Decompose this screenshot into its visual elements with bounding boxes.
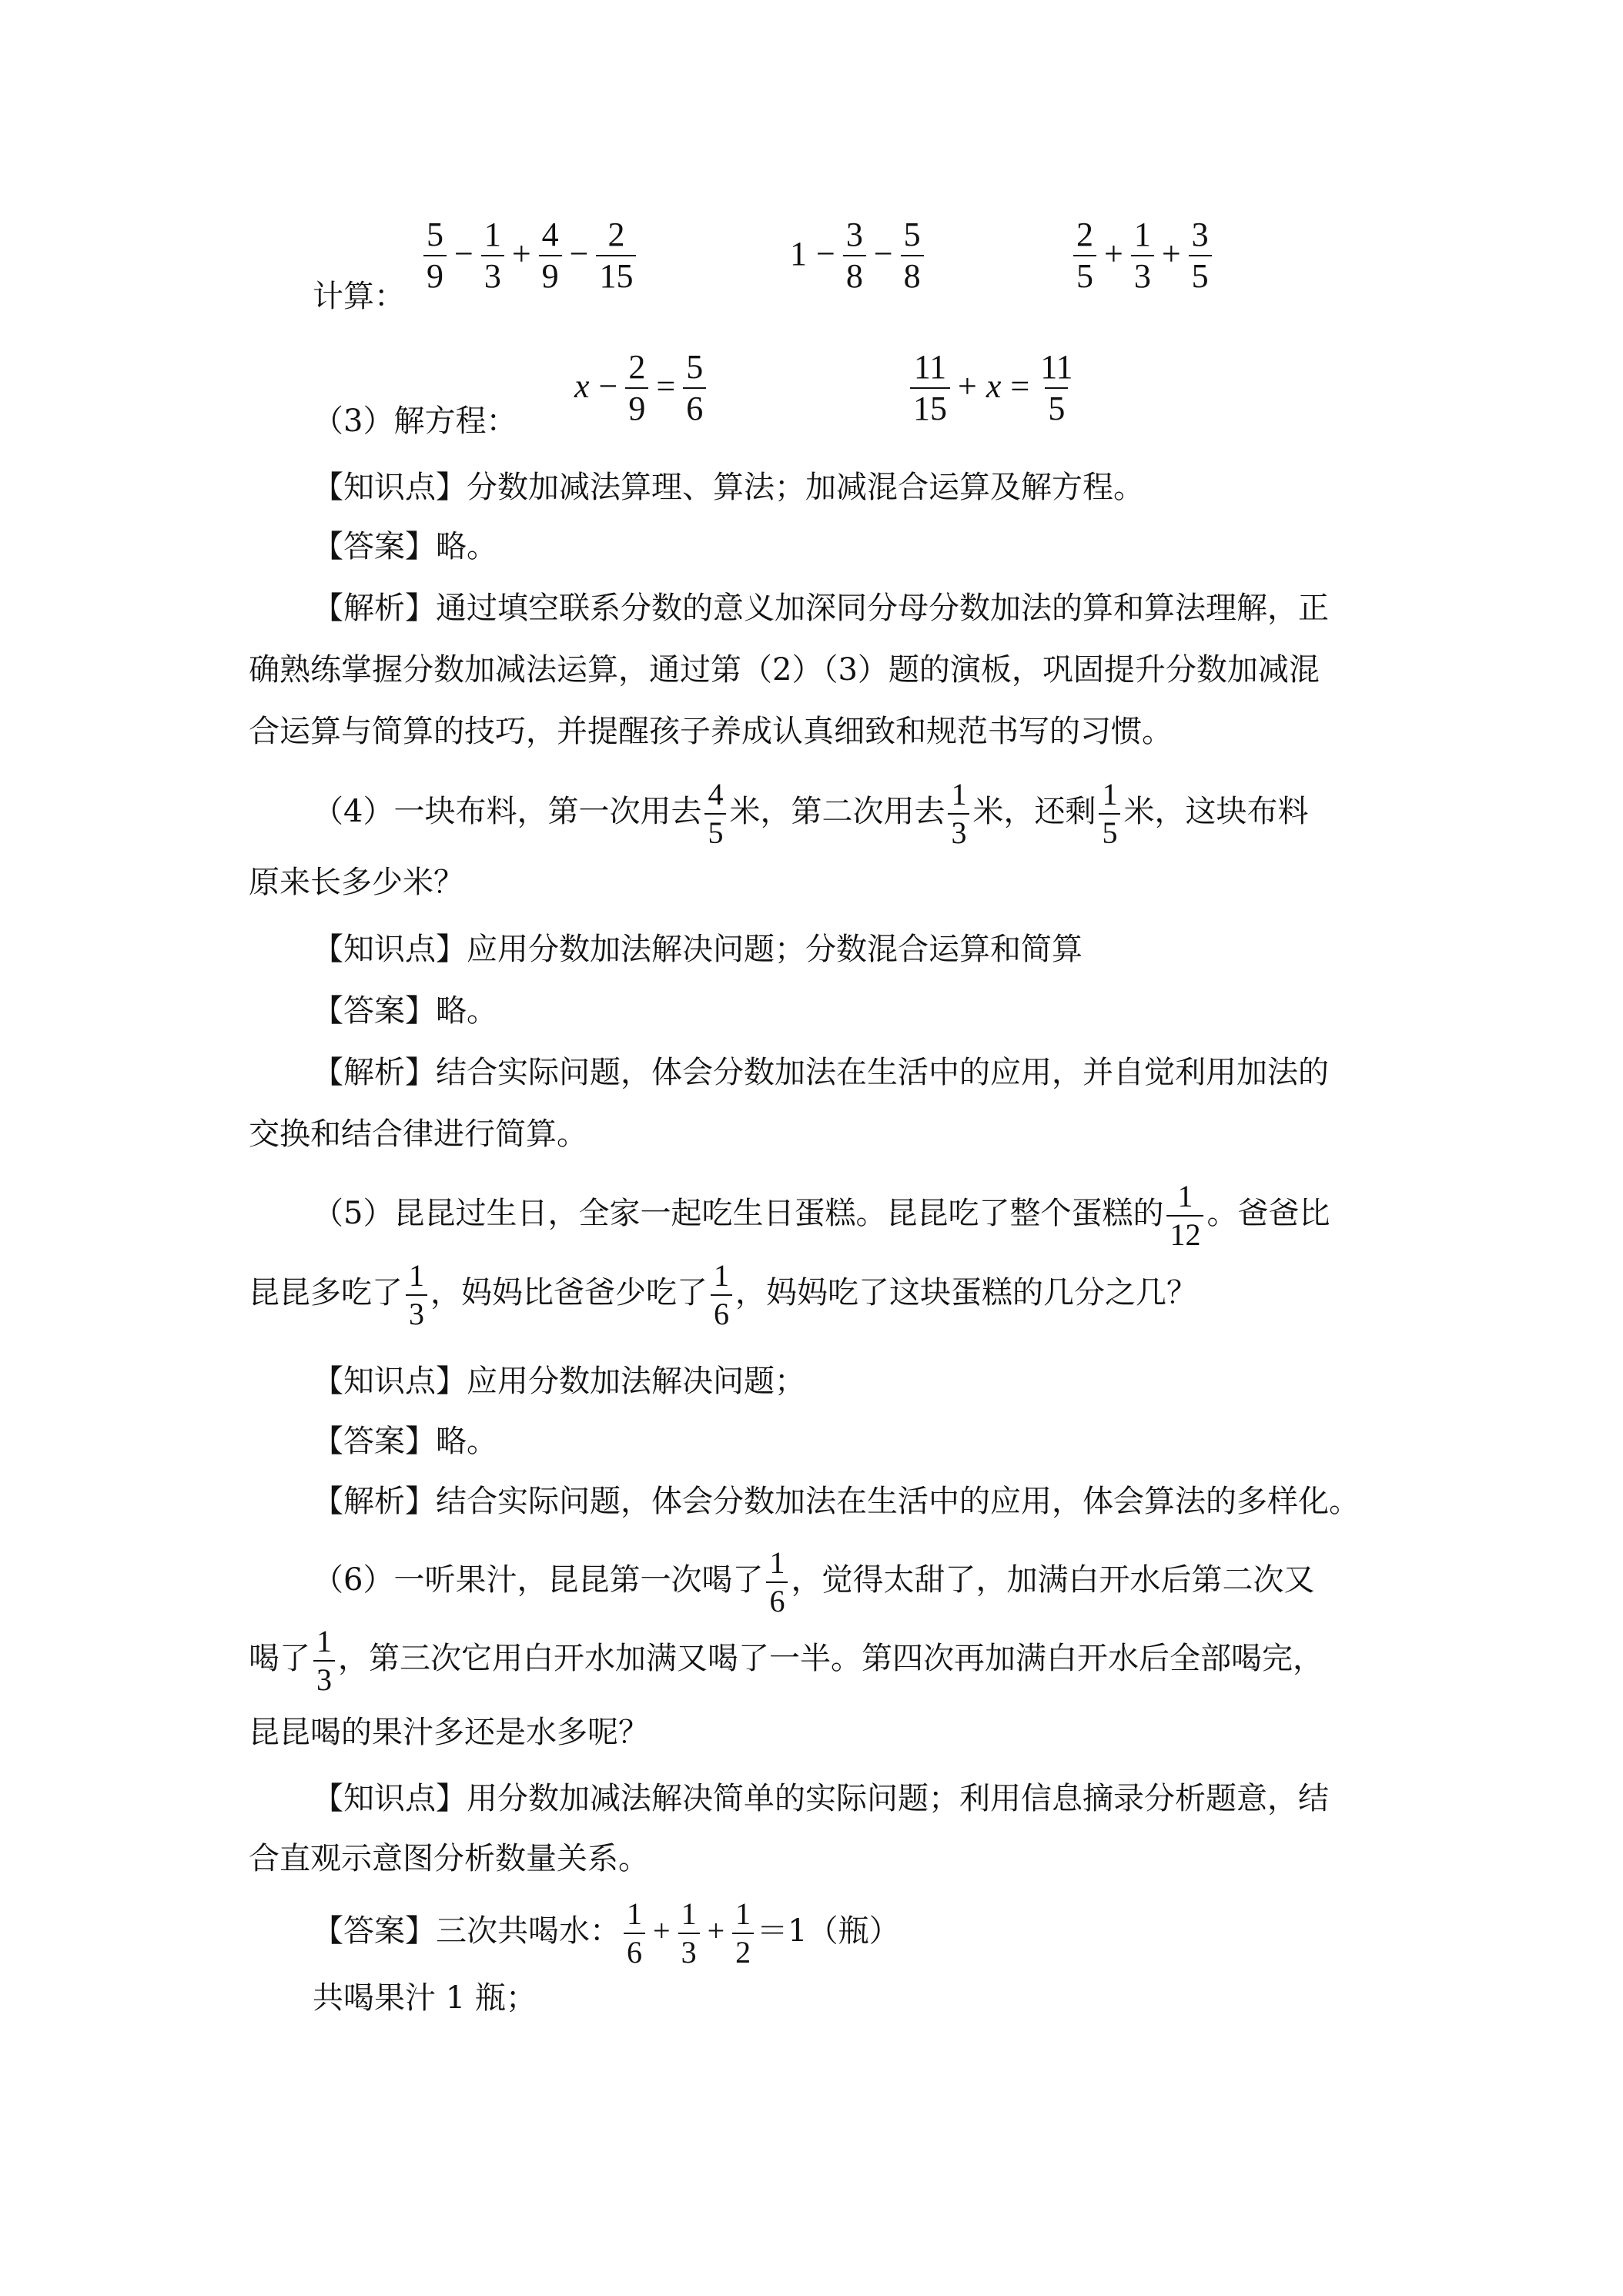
fraction — [704, 779, 726, 848]
text: 米，这块布料 — [1123, 794, 1309, 829]
q3-analysis-line2: 确熟练掌握分数加减法运算，通过第（2）（3）题的演板，巩固提升分数加减混 — [249, 652, 1320, 688]
q5-answer: 【答案】略。 — [313, 1424, 497, 1459]
numerator: 4 — [708, 777, 724, 812]
denominator: 9 — [423, 255, 447, 293]
denominator: 3 — [406, 1294, 427, 1330]
q4-question-line2: 原来长多少米？ — [249, 865, 464, 900]
q4-knowledge: 【知识点】应用分数加法解决问题；分数混合运算和简算 — [313, 932, 1083, 967]
fraction — [766, 1545, 788, 1618]
q6-knowledge-line2: 合直观示意图分析数量关系。 — [249, 1841, 649, 1876]
operator: − — [816, 234, 835, 273]
fraction — [732, 1896, 754, 1970]
fraction — [1189, 218, 1212, 293]
denominator: 15 — [910, 387, 950, 426]
fraction — [1073, 218, 1096, 293]
numerator: 2 — [1076, 216, 1093, 253]
q6-knowledge-line1: 【知识点】用分数加减法解决简单的实际问题；利用信息摘录分析题意，结 — [313, 1781, 1329, 1816]
operator: − — [569, 234, 589, 273]
numerator: 5 — [903, 216, 921, 253]
text: 米，还剩 — [972, 794, 1096, 829]
fraction — [406, 1260, 427, 1330]
operator: + — [653, 1913, 671, 1948]
q3-analysis-line1: 【解析】通过填空联系分数的意义加深同分母分数加法的算和算法理解，正 — [313, 591, 1329, 626]
denominator: 6 — [766, 1581, 788, 1617]
text: （4）一块布料，第一次用去 — [313, 794, 702, 829]
numerator: 2 — [628, 348, 646, 386]
q3-answer: 【答案】略。 — [313, 529, 497, 564]
numerator: 5 — [686, 348, 704, 386]
operator: − — [454, 234, 474, 273]
numerator: 11 — [1040, 348, 1073, 386]
fraction — [1166, 1181, 1203, 1250]
text: 米，第二次用去 — [729, 794, 945, 829]
text: 。爸爸比 — [1206, 1196, 1330, 1231]
numerator: 1 — [1177, 1179, 1193, 1213]
denominator: 3 — [313, 1660, 335, 1695]
denominator: 6 — [711, 1294, 732, 1330]
q6-question-line3: 昆昆喝的果汁多还是水多呢？ — [249, 1715, 649, 1750]
equals-sign: = — [656, 366, 676, 405]
numerator: 3 — [1191, 216, 1209, 253]
operator: + — [511, 234, 531, 273]
fraction — [1037, 350, 1076, 426]
text: ＝1（瓶） — [757, 1913, 900, 1949]
fraction — [313, 1626, 335, 1695]
operator: − — [598, 366, 618, 405]
fraction — [948, 779, 969, 848]
q3-knowledge: 【知识点】分数加减法算理、算法；加减混合运算及解方程。 — [313, 470, 1144, 505]
fraction — [910, 350, 950, 426]
denominator: 6 — [683, 387, 706, 426]
fraction — [678, 1896, 700, 1970]
fraction — [843, 218, 866, 293]
q6-question-line1 — [313, 1545, 1315, 1618]
denominator: 9 — [625, 387, 648, 426]
variable: x — [574, 366, 590, 405]
fraction — [539, 218, 562, 293]
q6-question-line2 — [249, 1626, 1323, 1695]
equals-sign: = — [1010, 366, 1030, 405]
denominator: 5 — [1099, 813, 1120, 848]
numerator: 2 — [607, 216, 625, 253]
numerator: 1 — [409, 1258, 424, 1293]
q5-question-line1 — [313, 1181, 1330, 1250]
q3-analysis-line3: 合运算与简算的技巧，并提醒孩子养成认真细致和规范书写的习惯。 — [249, 714, 1173, 749]
denominator: 2 — [732, 1933, 754, 1968]
calc-expression-2 — [785, 218, 927, 293]
numerator: 3 — [845, 216, 863, 253]
fraction — [624, 1896, 645, 1970]
q4-question-line1 — [313, 779, 1308, 848]
fraction — [711, 1260, 732, 1330]
numerator: 1 — [735, 1896, 751, 1931]
q5-knowledge: 【知识点】应用分数加法解决问题； — [313, 1364, 805, 1399]
q5-analysis: 【解析】结合实际问题，体会分数加法在生活中的应用，体会算法的多样化。 — [313, 1484, 1360, 1519]
fraction — [1131, 218, 1154, 293]
equation-1 — [570, 350, 709, 426]
denominator: 15 — [596, 255, 636, 293]
fraction — [481, 218, 504, 293]
text: 昆昆多吃了 — [249, 1275, 403, 1310]
operator: + — [1161, 234, 1181, 273]
text: 【答案】三次共喝水： — [313, 1913, 621, 1949]
q4-analysis-line1: 【解析】结合实际问题，体会分数加法在生活中的应用，并自觉利用加法的 — [313, 1055, 1329, 1090]
denominator: 9 — [539, 255, 562, 293]
denominator: 8 — [843, 255, 866, 293]
text: （5）昆昆过生日，全家一起吃生日蛋糕。昆昆吃了整个蛋糕的 — [313, 1196, 1164, 1231]
calc-expression-1 — [420, 218, 639, 293]
solve-label: （3）解方程： — [313, 403, 517, 439]
calc-expression-3 — [1070, 218, 1215, 293]
numerator: 5 — [427, 216, 443, 253]
text: （6）一听果汁，昆昆第一次喝了 — [313, 1562, 764, 1598]
operator: + — [707, 1913, 725, 1948]
denominator: 5 — [1045, 387, 1068, 426]
denominator: 3 — [1131, 255, 1154, 293]
numerator: 1 — [951, 777, 967, 812]
text: 喝了 — [249, 1641, 310, 1676]
numerator: 1 — [681, 1896, 697, 1931]
numerator: 1 — [1102, 777, 1118, 812]
q4-answer: 【答案】略。 — [313, 993, 497, 1029]
operand: 1 — [790, 234, 807, 273]
q4-analysis-line2: 交换和结合律进行简算。 — [249, 1116, 587, 1152]
numerator: 1 — [627, 1896, 642, 1931]
numerator: 4 — [541, 216, 559, 253]
operator: − — [873, 234, 893, 273]
variable: x — [986, 366, 1002, 405]
q6-juice: 共喝果汁 1 瓶； — [313, 1980, 537, 2016]
fraction — [683, 350, 706, 426]
denominator: 5 — [704, 813, 726, 848]
fraction — [625, 350, 648, 426]
numerator: 1 — [484, 216, 501, 253]
fraction — [1099, 779, 1120, 848]
numerator: 11 — [913, 348, 947, 386]
fraction — [423, 218, 447, 293]
text: ，妈妈吃了这块蛋糕的几分之几？ — [735, 1275, 1197, 1310]
denominator: 3 — [481, 255, 504, 293]
operator: + — [958, 366, 977, 405]
calc-label: 计算： — [313, 279, 405, 314]
denominator: 5 — [1189, 255, 1212, 293]
equation-2 — [907, 350, 1079, 426]
q5-question-line2 — [249, 1260, 1197, 1330]
numerator: 1 — [316, 1624, 332, 1658]
text: ，第三次它用白开水加满又喝了一半。第四次再加满白开水后全部喝完， — [338, 1641, 1323, 1676]
denominator: 8 — [901, 255, 924, 293]
numerator: 1 — [769, 1545, 785, 1580]
text: ，妈妈比爸爸少吃了 — [430, 1275, 708, 1310]
denominator: 3 — [948, 813, 969, 848]
fraction — [901, 218, 924, 293]
numerator: 1 — [1133, 216, 1151, 253]
denominator: 12 — [1166, 1215, 1203, 1250]
denominator: 5 — [1073, 255, 1096, 293]
operator: + — [1104, 234, 1123, 273]
denominator: 6 — [624, 1933, 645, 1968]
fraction — [596, 218, 636, 293]
q6-answer — [313, 1896, 900, 1970]
denominator: 3 — [678, 1933, 700, 1968]
numerator: 1 — [714, 1258, 729, 1293]
text: ，觉得太甜了，加满白开水后第二次又 — [791, 1562, 1315, 1598]
